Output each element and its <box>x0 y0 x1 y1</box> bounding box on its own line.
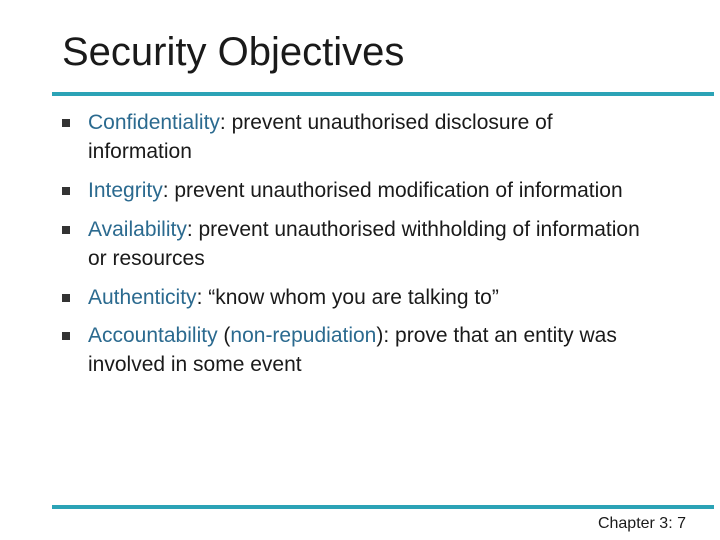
objective-description: ): prove that an entity was involved in some event <box>88 324 617 376</box>
square-bullet-icon <box>62 332 70 340</box>
objective-term-secondary: non-repudiation <box>230 324 377 347</box>
objectives-list <box>62 108 662 389</box>
objective-term: Accountability <box>88 324 218 347</box>
list-item <box>62 108 662 166</box>
square-bullet-icon <box>62 226 70 234</box>
square-bullet-icon <box>62 119 70 127</box>
objective-text: ( <box>217 324 231 347</box>
title-divider <box>52 92 714 96</box>
objective-description: : “know whom you are talking to” <box>196 286 499 309</box>
list-item <box>62 176 662 205</box>
objective-term: Authenticity <box>88 286 197 309</box>
slide-title: Security Objectives <box>62 30 405 74</box>
objective-description: : prevent unauthorised disclosure of information <box>88 111 553 163</box>
list-item <box>62 215 662 273</box>
footer-divider <box>52 505 714 509</box>
list-item <box>62 321 662 379</box>
square-bullet-icon <box>62 294 70 302</box>
slide-number: Chapter 3: 7 <box>597 515 686 532</box>
objective-term: Availability <box>88 218 187 241</box>
objective-description: : prevent unauthorised withholding of information or resources <box>88 218 640 270</box>
square-bullet-icon <box>62 187 70 195</box>
objective-term: Integrity <box>88 179 163 202</box>
objective-description: : prevent unauthorised modification of information <box>162 179 623 202</box>
objective-term: Confidentiality <box>88 111 220 134</box>
list-item <box>62 283 662 312</box>
